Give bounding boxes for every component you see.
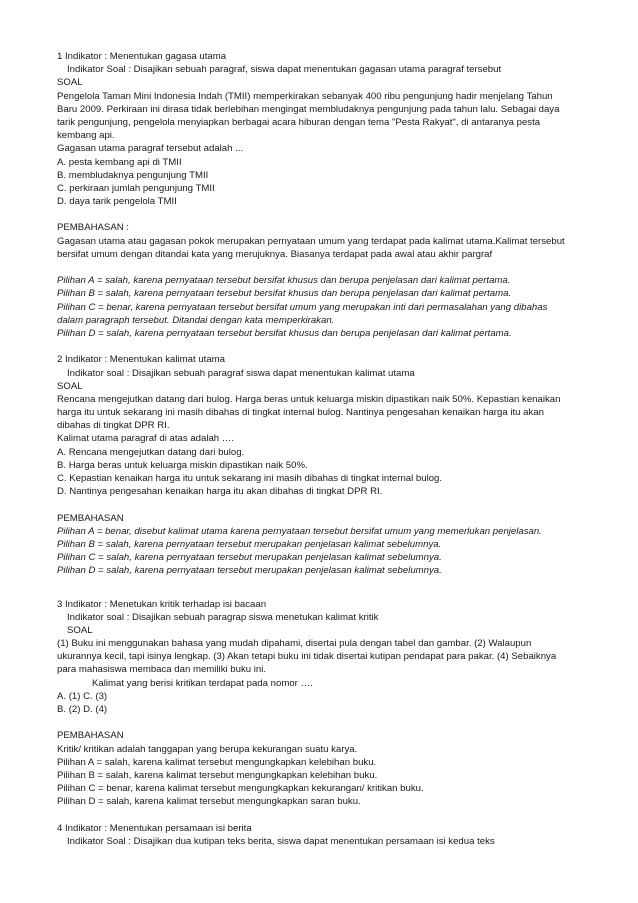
text-line: 4 Indikator : Menentukan persamaan isi berita	[57, 822, 252, 834]
text-line: Pilihan A = benar, disebut kalimat utama karena pernyataan tersebut bersifat umum yang memerlukan penjelasan.	[57, 525, 542, 537]
text-line: D. Nantinya pengesahan kenaikan harga itu akan dibahas di tingkat DPR RI.	[57, 486, 383, 498]
text-line: Baru 2009. Perkiraan ini dirasa tidak berlebihan mengingat membludaknya pengunjung pada tahun lalu. Sebagai daya	[57, 103, 560, 115]
text-line: SOAL	[57, 77, 83, 89]
text-line: Kalimat yang berisi kritikan terdapat pada nomor ….	[92, 677, 313, 689]
blank-line	[57, 498, 597, 511]
text-line: Pilihan B = salah, karena kalimat tersebut mengungkapkan kelebihan buku.	[57, 769, 378, 781]
text-line: Pengelola Taman Mini Indonesia Indah (TMII) memperkirakan sebanyak 400 ribu pengunjung hadir menjelang Tahun	[57, 90, 553, 102]
text-line: Pilihan A = salah, karena kalimat tersebut mengungkapkan kelebihan buku.	[57, 756, 377, 768]
text-line: Gagasan utama paragraf tersebut adalah ...	[57, 143, 244, 155]
text-line: Indikator Soal : Disajikan sebuah paragraf, siswa dapat menentukan gagasan utama paragraf tersebut	[67, 64, 502, 76]
text-line: PEMBAHASAN	[57, 730, 124, 742]
blank-line	[57, 340, 597, 353]
text-line: C. perkiraan jumlah pengunjung TMII	[57, 182, 215, 194]
text-line: Pilihan B = salah, karena pernyataan tersebut bersifat khusus dan berupa penjelasan dari kalimat pertama.	[57, 288, 512, 300]
text-line: Pilihan D = salah, karena pernyataan tersebut merupakan penjelasan kalimat sebelumnya.	[57, 565, 442, 577]
blank-line	[57, 716, 597, 729]
blank-line	[57, 578, 597, 598]
text-line: 1 Indikator : Menentukan gagasa utama	[57, 51, 227, 62]
text-line: Pilihan C = salah, karena pernyataan tersebut merupakan penjelasan kalimat sebelumnya.	[57, 552, 442, 564]
text-line: SOAL	[67, 624, 93, 636]
text-line: Rencana mengejutkan datang dari bulog. Harga beras untuk keluarga miskin dipastikan naik 50%. Kepastian kenaikan	[57, 393, 561, 405]
text-line: Pilihan D = salah, karena kalimat tersebut mengungkapkan saran buku.	[57, 796, 361, 808]
text-line: 2 Indikator : Menentukan kalimat utama	[57, 354, 225, 366]
blank-line	[57, 809, 597, 822]
text-line: B. (2) D. (4)	[57, 704, 108, 715]
text-line: Pilihan C = benar, karena pernyataan tersebut bersifat umum yang merupakan inti dari permasalahan yang dibahas	[57, 301, 548, 313]
text-line: A. pesta kembang api di TMII	[57, 156, 182, 168]
text-line: 3 Indikator : Menetukan kritik terhadap isi bacaan	[57, 598, 267, 610]
text-line: C. Kepastian kenaikan harga itu untuk sekarang ini masih dibahas di tingkat internal bulog.	[57, 473, 443, 484]
text-line: A. (1) C. (3)	[57, 690, 108, 702]
text-line: B. Harga beras untuk keluarga miskin dipastikan naik 50%.	[57, 459, 308, 471]
text-line: kembang api.	[57, 130, 115, 142]
text-line: Indikator soal : Disajikan sebuah paragrap siswa menetukan kalimat kritik	[67, 611, 379, 623]
text-line: B. membludaknya pengunjung TMII	[57, 169, 209, 181]
text-line: dalam paragraph tersebut. Ditandai dengan kata memperkirakan.	[57, 314, 335, 326]
text-line: Kritik/ kritikan adalah tanggapan yang berupa kekurangan suatu karya.	[57, 743, 358, 755]
text-line: Pilihan C = benar, karena kalimat tersebut mengungkapkan kekurangan/ kritikan buku.	[57, 783, 424, 795]
text-line: (1) Buku ini menggunakan bahasa yang mudah dipahami, disertai pula dengan tabel dan gambar. (2) Walaupun	[57, 638, 532, 650]
text-line: Pilihan D = salah, karena pernyataan tersebut bersifat khusus dan berupa penjelasan dari kalimat pertama.	[57, 327, 512, 339]
text-line: Pilihan B = salah, karena pernyataan tersebut merupakan penjelasan kalimat sebelumnya.	[57, 538, 442, 550]
text-line: para mahasiswa membaca dan memiliki buku ini.	[57, 664, 267, 676]
text-line: PEMBAHASAN	[57, 512, 124, 524]
blank-line	[57, 261, 597, 274]
text-line: Kalimat utama paragraf di atas adalah ….	[57, 433, 235, 445]
text-line: tarik pengunjung, pengelola menyiapkan berbagai acara hiburan dengan tema "Pesta Rakyat", di antaranya pesta	[57, 116, 541, 128]
text-line: A. Rencana mengejutkan datang dari bulog.	[57, 446, 245, 458]
text-line: ukurannya kecil, tapi isinya lengkap. (3) Akan tetapi buku ini tidak disertai kutipan pendapat para pakar. (4) Sebaiknya	[57, 651, 557, 663]
document-page	[57, 50, 597, 848]
text-line: Indikator soal : Disajikan sebuah paragraf siswa dapat menentukan kalimat utama	[67, 367, 415, 379]
text-line: SOAL	[57, 380, 83, 392]
text-line: Indikator Soal : Disajikan dua kutipan teks berita, siswa dapat menentukan persamaan isi kedua teks	[67, 835, 495, 847]
text-line: bersifat umum dengan ditandai kata yang merujuknya. Biasanya terdapat pada awal atau akhir pargraf	[57, 248, 493, 260]
text-line: Gagasan utama atau gagasan pokok merupakan pernyataan umum yang terdapat pada kalimat utama.Kalimat tersebut	[57, 235, 565, 247]
text-line: D. daya tarik pengelola TMII	[57, 196, 177, 208]
blank-line	[57, 208, 597, 221]
text-line: Pilihan A = salah, karena pernyataan tersebut bersifat khusus dan berupa penjelasan dari kalimat pertama.	[57, 275, 511, 287]
text-line: harga itu untuk sekarang ini masih dibahas di tingkat internal bulog. Nantinya pengesahan kenaikan harga itu akan	[57, 407, 544, 419]
text-line: PEMBAHASAN :	[57, 222, 129, 234]
text-line: dibahas di tingkat DPR RI.	[57, 420, 170, 432]
